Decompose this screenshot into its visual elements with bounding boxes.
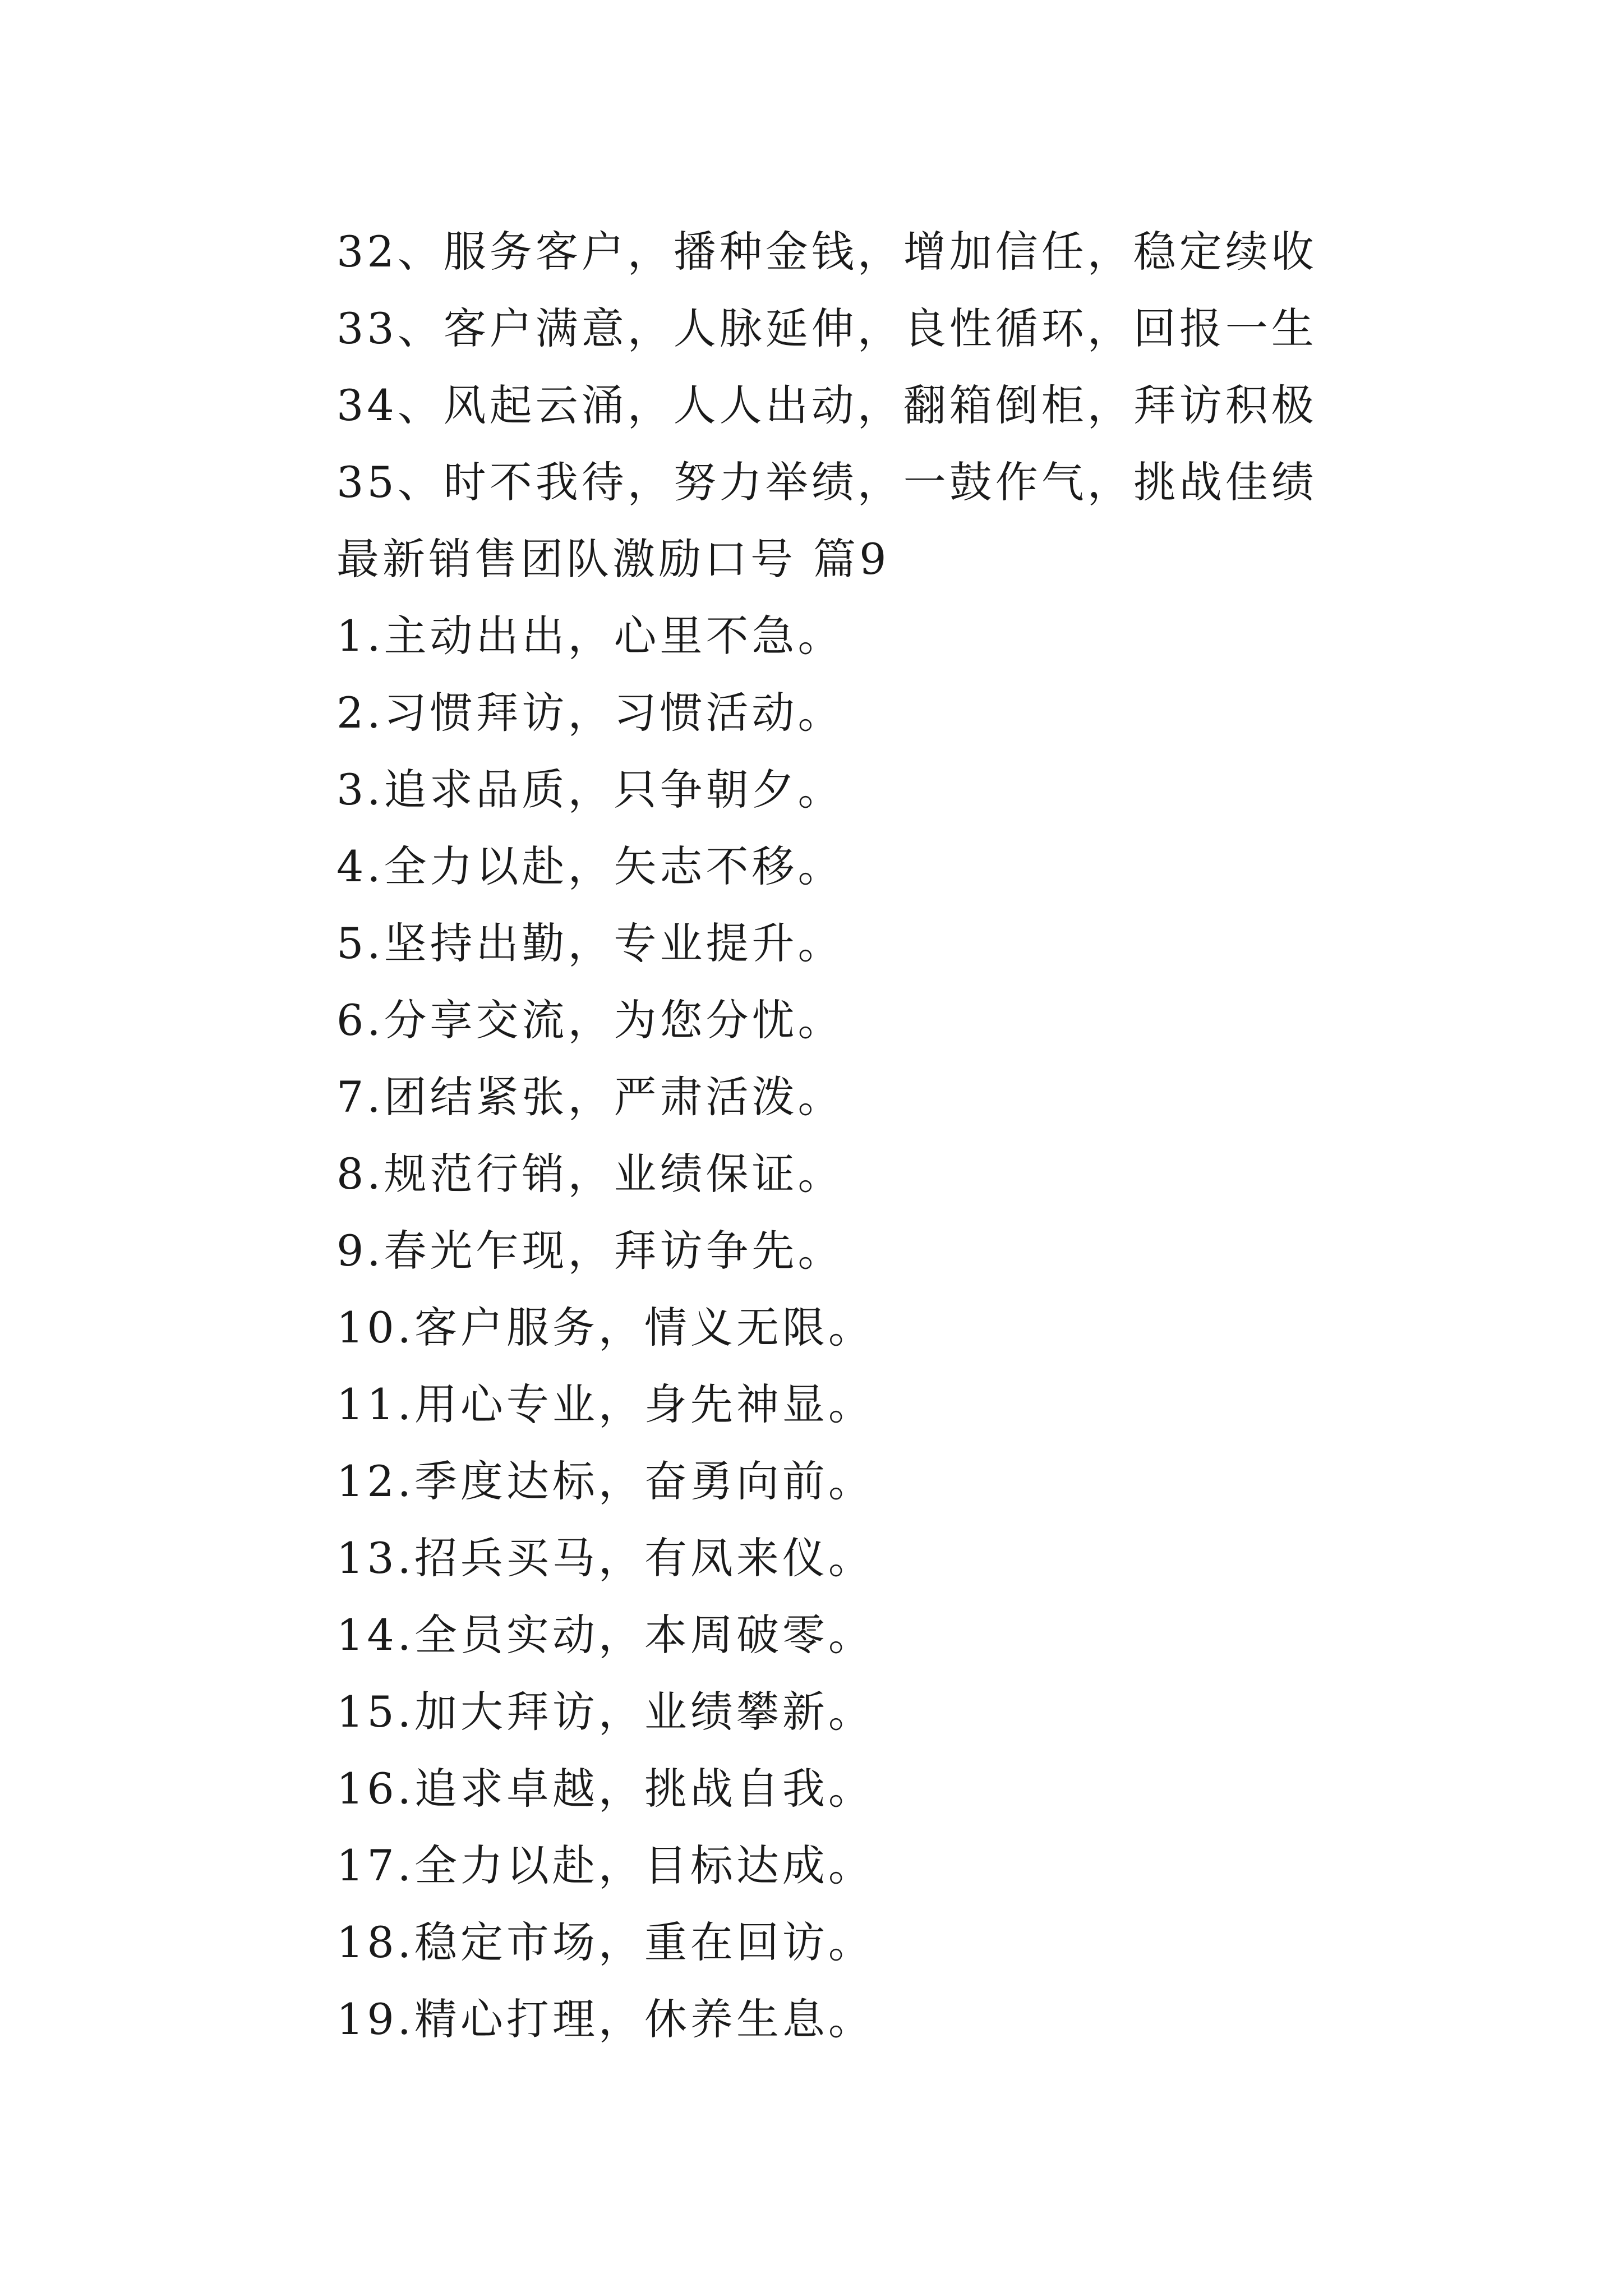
slogan-line-34: 34、风起云涌，人人出动，翻箱倒柜，拜访积极 <box>336 380 1317 430</box>
slogan-item-13: 13.招兵买马，有凤来仪。 <box>336 1533 874 1583</box>
document-body <box>336 213 1458 2058</box>
slogan-item-16: 16.追求卓越，挑战自我。 <box>336 1764 874 1814</box>
slogan-item-14: 14.全员实动，本周破零。 <box>336 1610 874 1660</box>
slogan-item-3: 3.追求品质，只争朝夕。 <box>336 765 844 815</box>
slogan-item-4: 4.全力以赴，矢志不移。 <box>336 841 844 891</box>
slogan-item-2: 2.习惯拜访，习惯活动。 <box>336 688 844 738</box>
slogan-item-11: 11.用心专业，身先神显。 <box>336 1379 874 1429</box>
slogan-item-5: 5.坚持出勤，专业提升。 <box>336 918 844 968</box>
slogan-item-8: 8.规范行销，业绩保证。 <box>336 1149 844 1199</box>
slogan-line-33: 33、客户满意，人脉延伸，良性循环，回报一生 <box>336 303 1317 353</box>
slogan-item-1: 1.主动出出，心里不急。 <box>336 611 844 661</box>
slogan-item-6: 6.分享交流，为您分忧。 <box>336 995 844 1045</box>
slogan-item-19: 19.精心打理，休养生息。 <box>336 1994 874 2044</box>
section-heading: 最新销售团队激励口号 篇9 <box>336 534 890 584</box>
slogan-item-15: 15.加大拜访，业绩攀新。 <box>336 1687 874 1737</box>
slogan-line-35: 35、时不我待，努力举绩，一鼓作气，挑战佳绩 <box>336 457 1317 507</box>
slogan-item-7: 7.团结紧张，严肃活泼。 <box>336 1072 844 1122</box>
slogan-item-12: 12.季度达标，奋勇向前。 <box>336 1456 874 1506</box>
slogan-line-32: 32、服务客户，播种金钱，增加信任，稳定续收 <box>336 227 1317 277</box>
slogan-item-18: 18.稳定市场，重在回访。 <box>336 1917 874 1967</box>
slogan-item-17: 17.全力以赴，目标达成。 <box>336 1841 874 1890</box>
slogan-item-10: 10.客户服务，情义无限。 <box>336 1303 874 1352</box>
slogan-item-9: 9.春光乍现，拜访争先。 <box>336 1226 844 1276</box>
